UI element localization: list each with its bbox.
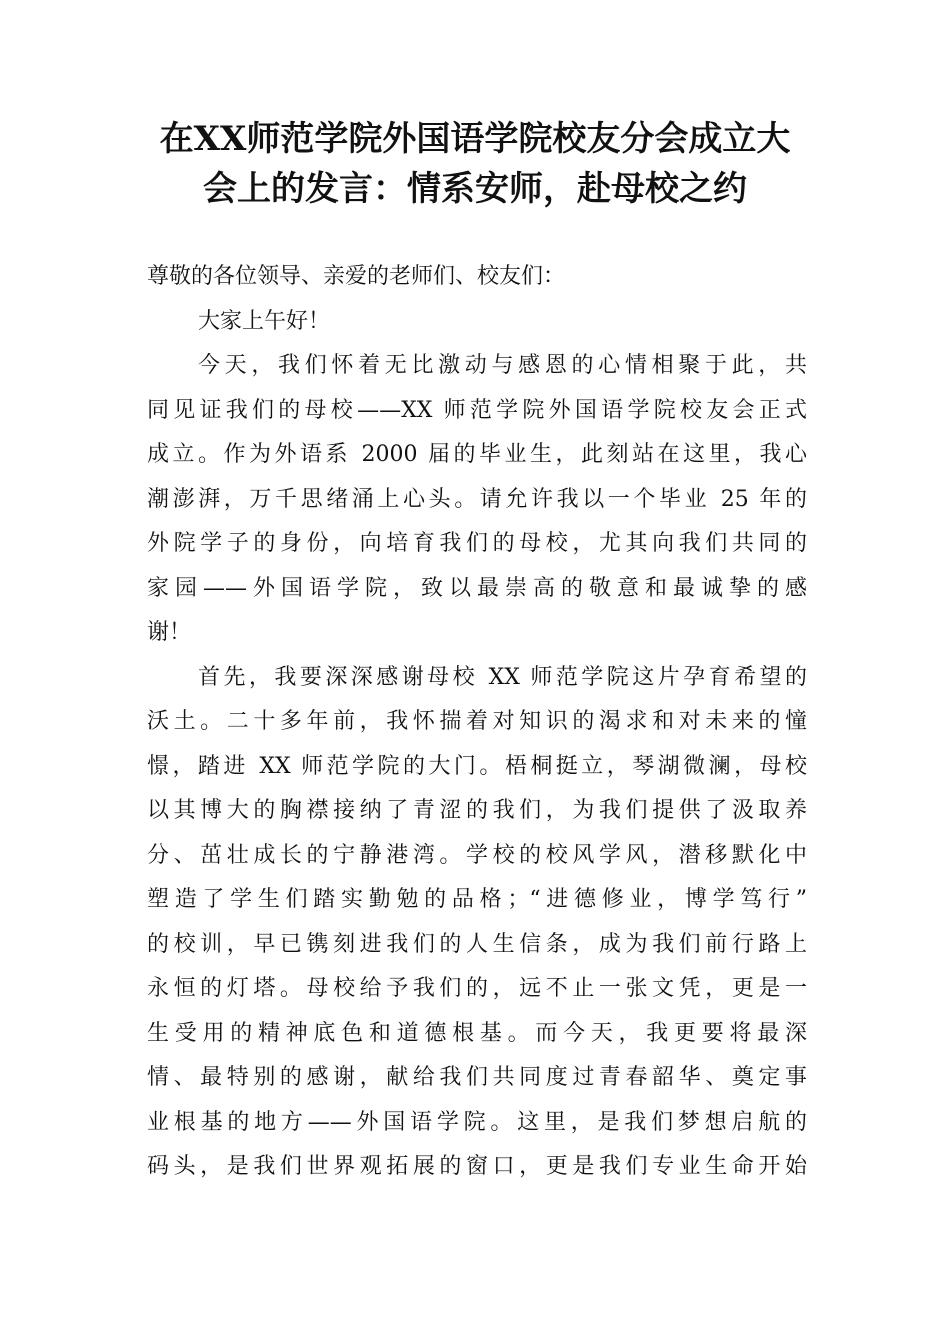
paragraph-line: 分、茁壮成长的宁静港湾。学校的校风学风，潜移默化中 xyxy=(147,842,807,868)
paragraph-line: 家园——外国语学院，致以最崇高的敬意和最诚挚的感 xyxy=(147,575,807,601)
paragraph-line: 码头，是我们世界观拓展的窗口，更是我们专业生命开始 xyxy=(147,1154,807,1179)
paragraph-line: 成立。作为外语系 2000 届的毕业生，此刻站在这里，我心 xyxy=(147,442,807,467)
paragraph-line: 外院学子的身份，向培育我们的母校，尤其向我们共同的 xyxy=(147,531,807,556)
paragraph-line: 谢！ xyxy=(147,620,192,645)
paragraph-line: 今天，我们怀着无比激动与感恩的心情相聚于此，共 xyxy=(198,353,807,378)
paragraph-line: 首先，我要深深感谢母校 XX 师范学院这片孕育希望的 xyxy=(198,664,807,690)
document-body xyxy=(147,255,807,1190)
paragraph-line: 永恒的灯塔。母校给予我们的，远不止一张文凭，更是一 xyxy=(147,976,807,1001)
title-line-1: 在XX师范学院外国语学院校友分会成立大 xyxy=(159,119,791,159)
paragraph-line: 同见证我们的母校——XX 师范学院外国语学院校友会正式 xyxy=(147,397,807,423)
paragraph-line: 憬，踏进 XX 师范学院的大门。梧桐挺立，琴湖微澜，母校 xyxy=(147,753,807,779)
paragraph-line: 以其博大的胸襟接纳了青涩的我们，为我们提供了汲取养 xyxy=(147,798,807,823)
document-title xyxy=(140,114,810,214)
paragraph-line: 业根基的地方——外国语学院。这里，是我们梦想启航的 xyxy=(147,1109,807,1135)
paragraph-line: 塑造了学生们踏实勤勉的品格；“进德修业，博学笃行” xyxy=(147,887,807,912)
paragraph-line: 的校训，早已镌刻进我们的人生信条，成为我们前行路上 xyxy=(147,931,807,957)
paragraph-line: 潮澎湃，万千思绪涌上心头。请允许我以一个毕业 25 年的 xyxy=(147,486,807,512)
paragraph-line: 沃土。二十多年前，我怀揣着对知识的渴求和对未来的憧 xyxy=(147,709,807,734)
title-line-2: 会上的发言：情系安师，赴母校之约 xyxy=(203,169,747,209)
paragraph-line: 生受用的精神底色和道德根基。而今天，我更要将最深 xyxy=(147,1020,807,1046)
greeting-line: 大家上午好！ xyxy=(198,308,331,334)
salutation-line: 尊敬的各位领导、亲爱的老师们、校友们： xyxy=(147,264,566,289)
paragraph-line: 情、最特别的感谢，献给我们共同度过青春韶华、奠定事 xyxy=(147,1065,807,1090)
